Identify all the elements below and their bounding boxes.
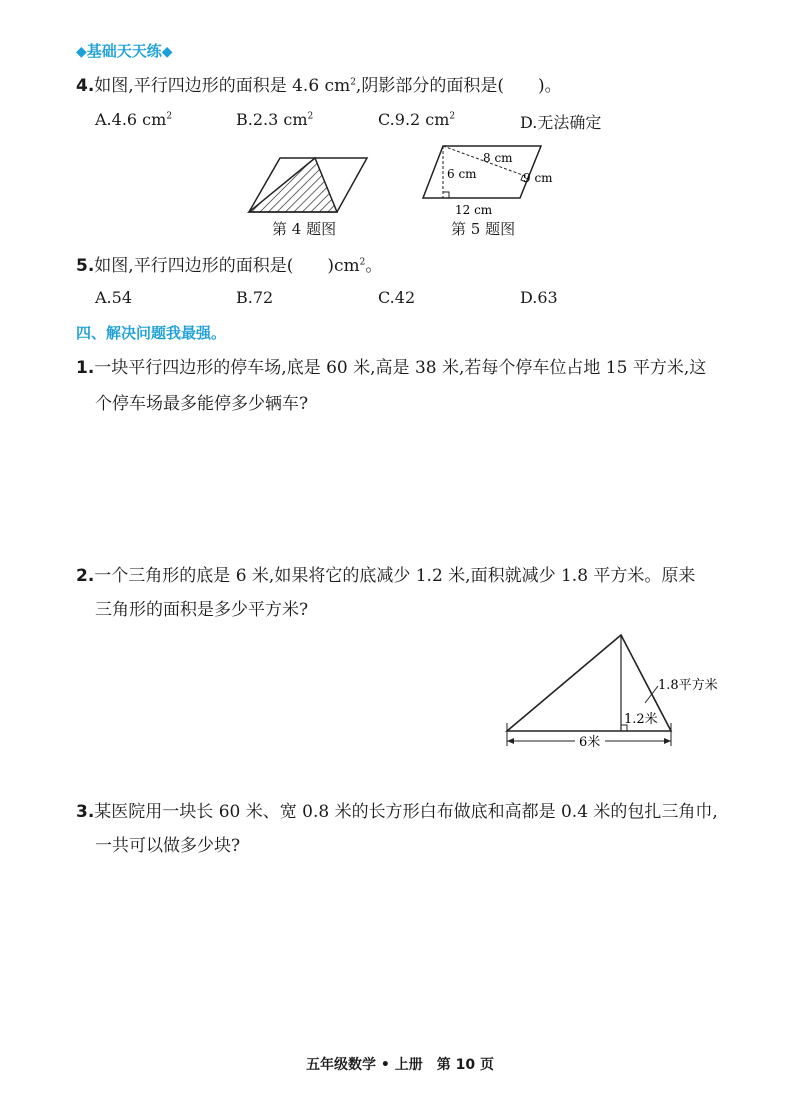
problem-2-line2: 三角形的面积是多少平方米? [95,600,309,620]
problem-text-line1: 一块平行四边形的停车场,底是 60 米,高是 38 米,若每个停车位占地 15 平方米,这 [94,358,707,378]
question-number: 5. [76,256,95,276]
label-12cm: 12 cm [455,203,493,217]
problem-number: 2. [76,566,95,586]
problem-text-line1: 某医院用一块长 60 米、宽 0.8 米的长方形白布做底和高都是 0.4 米的包扎三角巾, [94,802,718,822]
q4-option-a[interactable]: A.4.6 $cm^2$ [95,110,173,129]
problem-number: 1. [76,358,95,378]
problem-number: 3. [76,802,95,822]
q4-option-c[interactable]: C.9.2 $cm^2$ [378,110,456,129]
problem-text-line1: 一个三角形的底是 6 米,如果将它的底减少 1.2 米,面积就减少 1.8 平方米。原来 [94,566,696,586]
q5-option-a[interactable]: A.54 [95,288,132,307]
q5-option-b[interactable]: B.72 [236,288,274,307]
question-text: 如图,平行四边形的面积是 4.6 cm [94,76,351,96]
label-area: 1.8平方米 [658,678,718,693]
problem-1 [76,356,706,380]
q4-option-b[interactable]: B.2.3 $cm^2$ [236,110,314,129]
diamond-left-icon: ◆ [76,44,87,60]
problem-3-line2: 一共可以做多少块? [95,836,241,856]
q4-option-d[interactable]: D.无法确定 [520,113,602,132]
question-text-tail: 。 [365,256,383,276]
problem-3 [76,800,718,824]
header-title: 基础天天练 [86,42,162,60]
page-footer: 五年级数学 • 上册 第 10 页 [306,1057,494,1073]
question-number: 4. [76,76,95,96]
label-8cm: 8 cm [483,151,513,165]
figure-5-caption: 第 5 题图 [451,220,516,238]
shaded-triangle [249,158,337,212]
problem-1-line2: 个停车场最多能停多少辆车? [95,394,309,414]
label-base: 6米 [579,735,601,750]
problem-2 [76,564,695,588]
superscript: 2 [350,77,356,88]
question-text: 如图,平行四边形的面积是( )cm [94,256,360,276]
problem-2-triangle-figure [500,628,750,753]
question-4 [76,74,562,98]
figure-4-caption: 第 4 题图 [272,220,337,238]
q5-option-d[interactable]: D.63 [520,288,558,307]
figure-5-parallelogram [415,140,560,218]
label-cut: 1.2米 [624,712,658,727]
diamond-right-icon: ◆ [161,44,173,60]
figure-4-parallelogram [245,150,375,220]
question-text-tail: ,阴影部分的面积是( )。 [355,76,562,96]
section-header [76,40,173,61]
superscript: 2 [359,257,366,268]
section-4-title: 四、解决问题我最强。 [76,324,227,342]
q5-option-c[interactable]: C.42 [378,288,416,307]
label-6cm: 6 cm [447,167,477,181]
question-5 [76,254,382,278]
label-9cm: 9 cm [523,171,553,185]
